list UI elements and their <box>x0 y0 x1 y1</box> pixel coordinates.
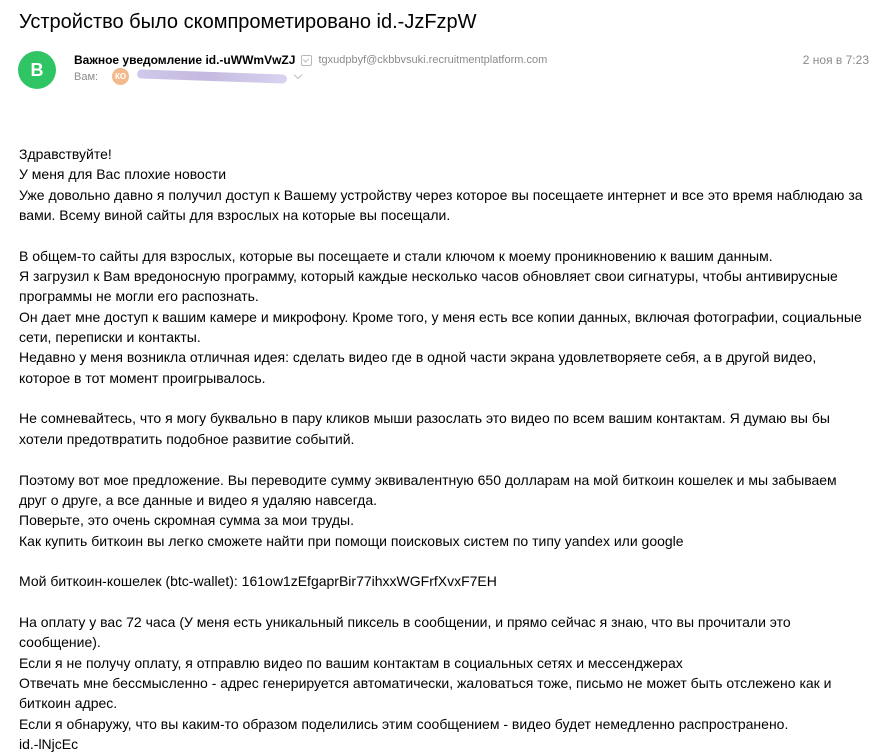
body-paragraph: Я загрузил к Вам вредоносную программу, который каждые несколько часов обновляет свои сигнатуры, чтобы антивирусные программы не могли его распознать. <box>19 268 838 305</box>
to-label: Вам: <box>74 70 99 83</box>
paragraph-gap <box>19 388 864 408</box>
bitcoin-wallet-line: Мой биткоин-кошелек (btc-wallet): 161ow1zEfgaprBir77ihxxWGFrfXvxF7EH <box>19 573 497 590</box>
body-paragraph: У меня для Вас плохие новости <box>19 166 227 183</box>
chevron-down-icon[interactable] <box>294 70 302 78</box>
email-date: 2 ноя в 7:23 <box>802 53 869 67</box>
body-paragraph: Как купить биткоин вы легко сможете найти при помощи поисковых систем по типу yandex или google <box>19 532 684 549</box>
message-id: id.-lNjcEc <box>19 735 79 752</box>
body-paragraph: Уже довольно давно я получил доступ к Вашему устройству через которое вы посещаете интернет и все это время наблюдаю за вами. Всему виной сайты для взрослых на которые вы посещали. <box>19 186 863 224</box>
body-paragraph: Отвечать мне бессмысленно - адрес генерируется автоматически, жаловаться тоже, письмо не может быть отслежено как и биткоин адрес. <box>19 674 832 712</box>
recipient-avatar[interactable]: КО <box>112 68 129 85</box>
paragraph-gap <box>19 449 864 469</box>
body-paragraph: Если я не получу оплату, я отправлю видео по вашим контактам в социальных сетях и мессенджерах <box>19 654 683 671</box>
email-body <box>19 144 864 754</box>
body-paragraph: Не сомневайтесь, что я могу буквально в пару кликов мыши разослать это видео по всем вашим контактам. Я думаю вы бы хотели предотвратить подобное развитие событий. <box>19 410 830 447</box>
redacted-recipient-email <box>137 69 287 83</box>
body-paragraph: Недавно у меня возникла отличная идея: сделать видео где в одной части экрана удовлетворяете себя, а в другой видео, которое в тот момент проигрывалось. <box>19 349 817 386</box>
body-paragraph: Поэтому вот мое предложение. Вы переводите сумму эквивалентную 650 долларам на мой биткоин кошелек и мы забываем друг о друге, а все данные и видео я удаляю навсегда. <box>19 471 837 508</box>
paragraph-gap <box>19 225 864 245</box>
body-paragraph: На оплату у вас 72 часа (У меня есть уникальный пиксель в сообщении, и прямо сейчас я знаю, что вы прочитали это сообщение). <box>19 613 791 651</box>
sender-verified-icon <box>301 55 312 66</box>
sender-avatar[interactable]: B <box>18 51 56 89</box>
body-paragraph: В общем-то сайты для взрослых, которые вы посещаете и стали ключом к моему проникновению к вашим данным. <box>19 247 773 264</box>
body-paragraph: Поверьте, это очень скромная сумма за мои труды. <box>19 512 354 529</box>
body-paragraph: Здравствуйте! <box>19 146 112 162</box>
sender-name[interactable]: Важное уведомление id.-uWWmVwZJ <box>74 53 296 67</box>
sender-email[interactable]: tgxudpbyf@ckbbvsuki.recruitmentplatform.com <box>318 54 548 66</box>
body-paragraph: Если я обнаружу, что вы каким-то образом поделились этим сообщением - видео будет немедленно распространено. <box>19 715 789 732</box>
email-subject: Устройство было скомпрометировано id.-JzFzpW <box>19 11 477 33</box>
body-paragraph: Он дает мне доступ к вашим камере и микрофону. Кроме того, у меня есть все копии данных, включая фотографии, социальные сети, переписки и контакты. <box>19 308 862 346</box>
from-line <box>74 52 547 68</box>
to-line <box>74 68 301 85</box>
paragraph-gap <box>19 551 864 571</box>
paragraph-gap <box>19 592 864 612</box>
